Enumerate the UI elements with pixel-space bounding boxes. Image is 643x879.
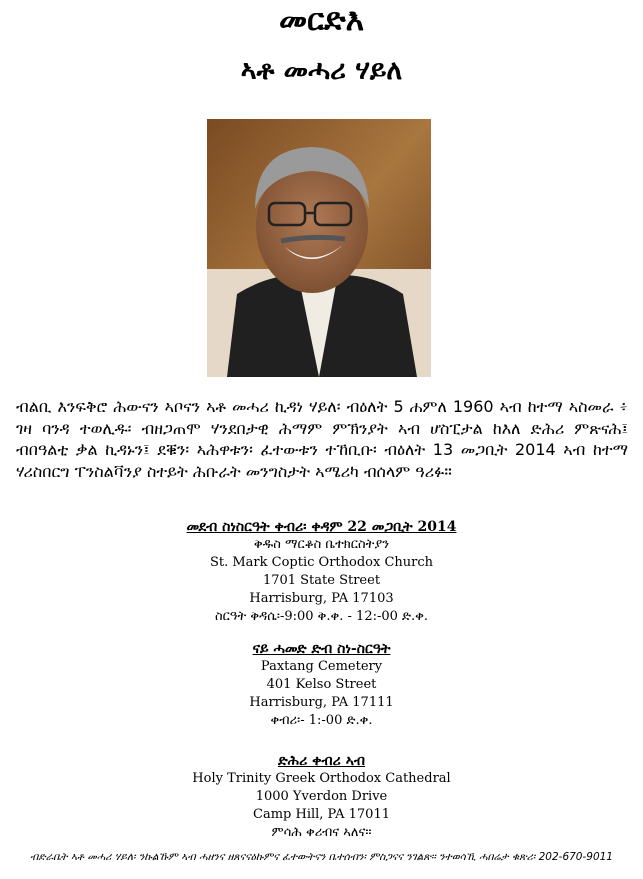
section-line: St. Mark Coptic Orthodox Church	[209, 555, 434, 570]
obituary-paragraph: ብልቢ እንፍቅሮ ሕውናን ኣቦናን ኣቶ መሓሪ ኪዳነ ሃይለ፡ ብዕለት 5 ሐምለ 1960 ኣብ ከተማ ኣስመራ ፥ ገዛ ባንዳ ተወሊዱ፡ ብዘጋጠሞ ሃንደበታዊ ሕማም ምኽንያት ኣብ ሆስፒታል ከእለ ድሕሪ ምጽናሕ፤ ብበዓልቲ ቃል ኪዳኑን፤ ደቑን፡ ኣሕዋቱን፡ ፈተውቱን ተኸቢቡ፡ ብዕለት 13 መጋቢት 2014 ኣብ ከተማ ሃሪስበርግ ፐንስልቫንያ ስተይት ሕቡራት መንግስታት ኣሜሪካ ብሰላም ዓሪፉ።	[16, 397, 628, 481]
obituary-text	[16, 396, 628, 482]
section-line: 401 Kelso Street	[266, 677, 377, 692]
section-line: 1701 State Street	[262, 573, 381, 588]
footer-note: ብድራቤት ኣቶ መሓሪ ሃይለ፡ ንኩልኹም ኣብ ሓዘንና ዘጸናናዕኩምና ፈተውትናን ቤተሰብን፡ ምስጋናና ንገልጽ። ንተወሳኺ ሓበሬታ ቁጽሪ፡ 202-670-9011	[30, 851, 613, 863]
section-line: ቅዱስ ማርቆስ ቤተክርስትያን	[253, 537, 390, 552]
section-line: Paxtang Cemetery	[260, 659, 383, 674]
page-title: መርድእ	[278, 2, 364, 38]
burial-section	[0, 641, 643, 730]
section-line: Harrisburg, PA 17103	[249, 591, 394, 606]
section-heading: ናይ ሓመድ ድብ ስነ-ስርዓት	[252, 641, 391, 657]
section-line: Camp Hill, PA 17011	[253, 807, 390, 822]
portrait-photo	[207, 119, 431, 377]
reception-section	[0, 753, 643, 842]
funeral-service-section	[0, 519, 643, 626]
section-line: Holy Trinity Greek Orthodox Cathedral	[192, 771, 451, 786]
section-line: 1000 Yverdon Drive	[255, 789, 388, 804]
section-heading: መደብ ስነስርዓት ቀብሪ፡ ቀዳም 22 መጋቢት 2014	[186, 519, 457, 535]
deceased-name: ኣቶ መሓሪ ሃይለ	[240, 55, 403, 86]
section-line: ምሳሕ ቀሪብና ኣለና።	[271, 825, 372, 840]
section-heading: ድሕሪ ቀብሪ ኣብ	[277, 753, 366, 769]
section-line: ቀብሪ፡- 1:-00 ድ.ቀ.	[270, 713, 373, 728]
section-line: ስርዓት ቅዳሴ፡-9:00 ቅ.ቀ. - 12:-00 ድ.ቀ.	[214, 609, 429, 624]
section-line: Harrisburg, PA 17111	[249, 695, 394, 710]
